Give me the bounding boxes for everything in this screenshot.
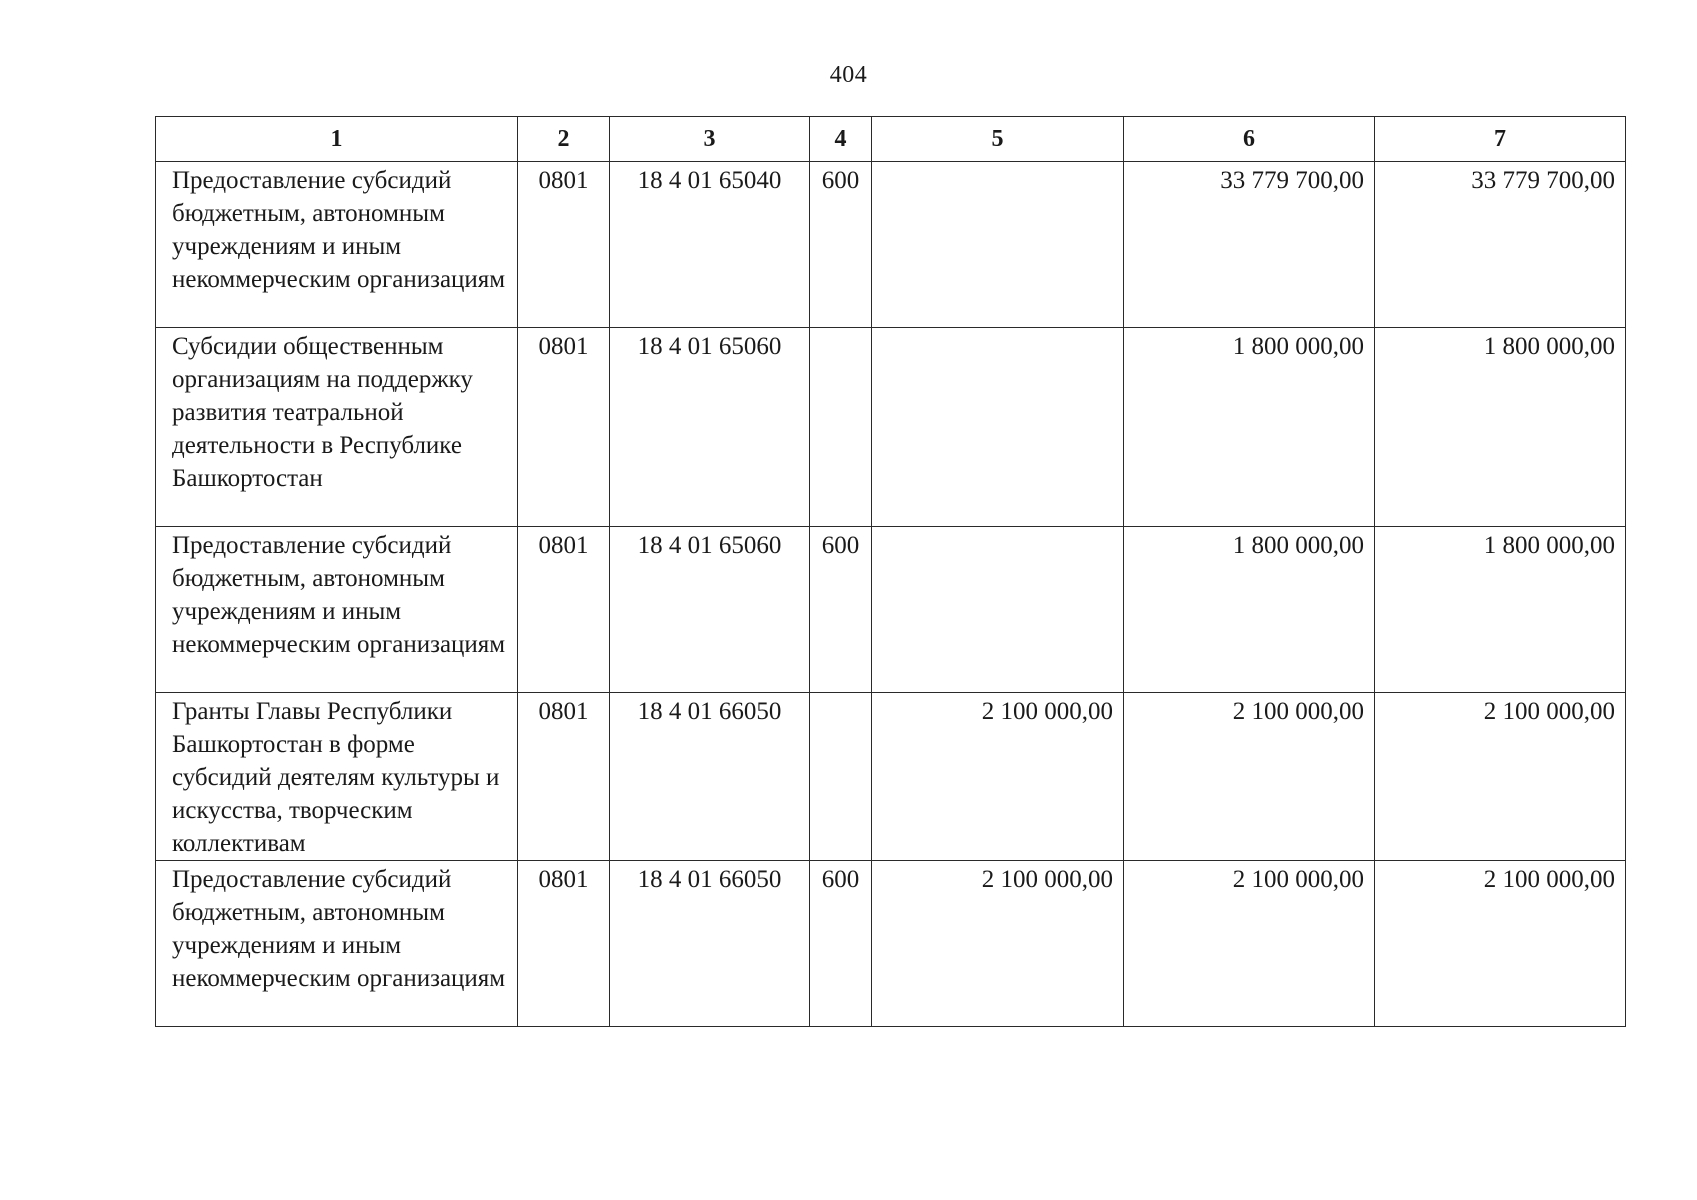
column-header-4: 4 — [810, 117, 872, 162]
column-header-6: 6 — [1124, 117, 1375, 162]
row-code: 18 4 01 65040 — [610, 162, 810, 328]
table-row — [156, 861, 1626, 1027]
column-header-1: 1 — [156, 117, 518, 162]
page-number: 404 — [829, 62, 868, 88]
row-col5: 2 100 000,00 — [872, 693, 1124, 861]
column-header-5: 5 — [872, 117, 1124, 162]
table-row — [156, 162, 1626, 328]
row-code: 18 4 01 65060 — [610, 328, 810, 527]
column-header-3: 3 — [610, 117, 810, 162]
column-header-7: 7 — [1375, 117, 1626, 162]
row-name: Предоставление субсидий бюджетным, автономным учреждениям и иным некоммерческим организациям — [156, 527, 518, 693]
row-col6: 1 800 000,00 — [1124, 328, 1375, 527]
row-type: 600 — [810, 162, 872, 328]
row-type: 600 — [810, 861, 872, 1027]
row-col7: 1 800 000,00 — [1375, 328, 1626, 527]
row-name: Субсидии общественным организациям на поддержку развития театральной деятельности в Республике Башкортостан — [156, 328, 518, 527]
table-header-row — [156, 117, 1626, 162]
row-code: 18 4 01 65060 — [610, 527, 810, 693]
table-row — [156, 328, 1626, 527]
row-col7: 1 800 000,00 — [1375, 527, 1626, 693]
row-col5 — [872, 328, 1124, 527]
row-col5: 2 100 000,00 — [872, 861, 1124, 1027]
row-section: 0801 — [518, 162, 610, 328]
row-col7: 33 779 700,00 — [1375, 162, 1626, 328]
column-header-2: 2 — [518, 117, 610, 162]
row-col6: 1 800 000,00 — [1124, 527, 1375, 693]
table-row — [156, 693, 1626, 861]
row-type — [810, 693, 872, 861]
row-section: 0801 — [518, 328, 610, 527]
row-col7: 2 100 000,00 — [1375, 693, 1626, 861]
row-col7: 2 100 000,00 — [1375, 861, 1626, 1027]
row-col5 — [872, 527, 1124, 693]
row-col6: 33 779 700,00 — [1124, 162, 1375, 328]
row-section: 0801 — [518, 861, 610, 1027]
row-col5 — [872, 162, 1124, 328]
row-code: 18 4 01 66050 — [610, 861, 810, 1027]
row-name: Гранты Главы Республики Башкортостан в форме субсидий деятелям культуры и искусства, творческим коллективам — [156, 693, 518, 861]
row-code: 18 4 01 66050 — [610, 693, 810, 861]
row-section: 0801 — [518, 527, 610, 693]
row-type — [810, 328, 872, 527]
row-section: 0801 — [518, 693, 610, 861]
table-row — [156, 527, 1626, 693]
row-name: Предоставление субсидий бюджетным, автономным учреждениям и иным некоммерческим организациям — [156, 162, 518, 328]
row-col6: 2 100 000,00 — [1124, 693, 1375, 861]
row-name: Предоставление субсидий бюджетным, автономным учреждениям и иным некоммерческим организациям — [156, 861, 518, 1027]
row-type: 600 — [810, 527, 872, 693]
budget-table — [155, 116, 1626, 1027]
row-col6: 2 100 000,00 — [1124, 861, 1375, 1027]
